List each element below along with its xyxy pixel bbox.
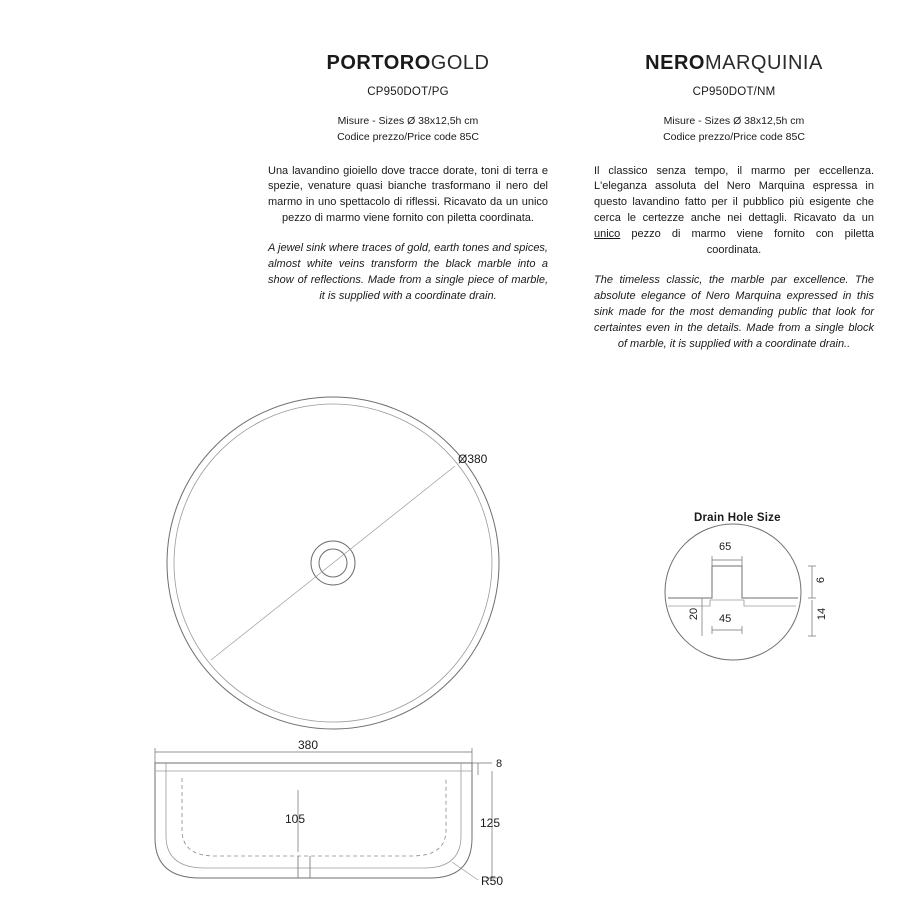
product-title-bold: NERO <box>645 52 705 74</box>
section-width-label: 380 <box>298 738 319 752</box>
product-code: CP950DOT/NM <box>692 86 776 98</box>
drain-dim-65: 65 <box>719 541 732 553</box>
product-title-bold: PORTORO <box>326 52 431 74</box>
drain-dim-45: 45 <box>719 613 732 625</box>
section-inner-depth-label: 105 <box>285 812 306 826</box>
desc-part-2: pezzo di marmo viene fornito con piletta coordinata. <box>620 228 874 257</box>
section-view <box>155 748 501 880</box>
product-title-light: MARQUINIA <box>704 52 823 74</box>
desc-part-1: Il classico senza tempo, il marmo per eccellenza. L'eleganza assoluta del Nero Marquina espressa in questo lavandino fatto per il pubblico più esigente che cerca le certezze anche nei dettagli. Ricavato da un <box>594 164 874 225</box>
section-total-height-label: 125 <box>480 816 501 830</box>
product-sizes: Misure - Sizes Ø 38x12,5h cm <box>663 115 805 127</box>
product-sizes: Misure - Sizes Ø 38x12,5h cm <box>337 115 479 127</box>
drain-dim-6: 6 <box>815 576 828 584</box>
product-price-code: Codice prezzo/Price code 85C <box>663 130 805 143</box>
product-description-it: Una lavandino gioiello dove tracce dorate, toni di terra e spezie, venature quasi bianche trasformano il nero del marmo in uno spettacolo di riflessi. Ricavato da un unico pezzo di marmo viene fornito con piletta coordinata. <box>268 164 548 225</box>
product-price-code: Codice prezzo/Price code 85C <box>337 130 479 143</box>
product-code: CP950DOT/PG <box>367 86 449 98</box>
product-description-en: The timeless classic, the marble par excellence. The absolute elegance of Nero Marquina expressed in this sink made for the most demanding public that look for certaintes even in the details. Made from a single block of marble, it is supplied with a coordinate drain.. <box>594 274 874 350</box>
product-description-en: A jewel sink where traces of gold, earth tones and spices, almost white veins transform the black marble into a show of reflections. Made from a single piece of marble, it is supplied with a coordinate drain. <box>268 242 548 303</box>
product-title-light: GOLD <box>430 52 490 74</box>
diameter-label: Ø380 <box>458 452 488 466</box>
drain-hole-title: Drain Hole Size <box>694 512 781 524</box>
desc-underlined: unico <box>594 228 621 241</box>
drain-dim-14: 14 <box>816 607 829 621</box>
section-radius-label: R50 <box>481 874 504 888</box>
drain-dim-20: 20 <box>688 607 701 621</box>
section-rim-label: 8 <box>496 758 503 770</box>
top-view-plan <box>167 397 499 729</box>
drain-hole-detail <box>665 524 816 660</box>
